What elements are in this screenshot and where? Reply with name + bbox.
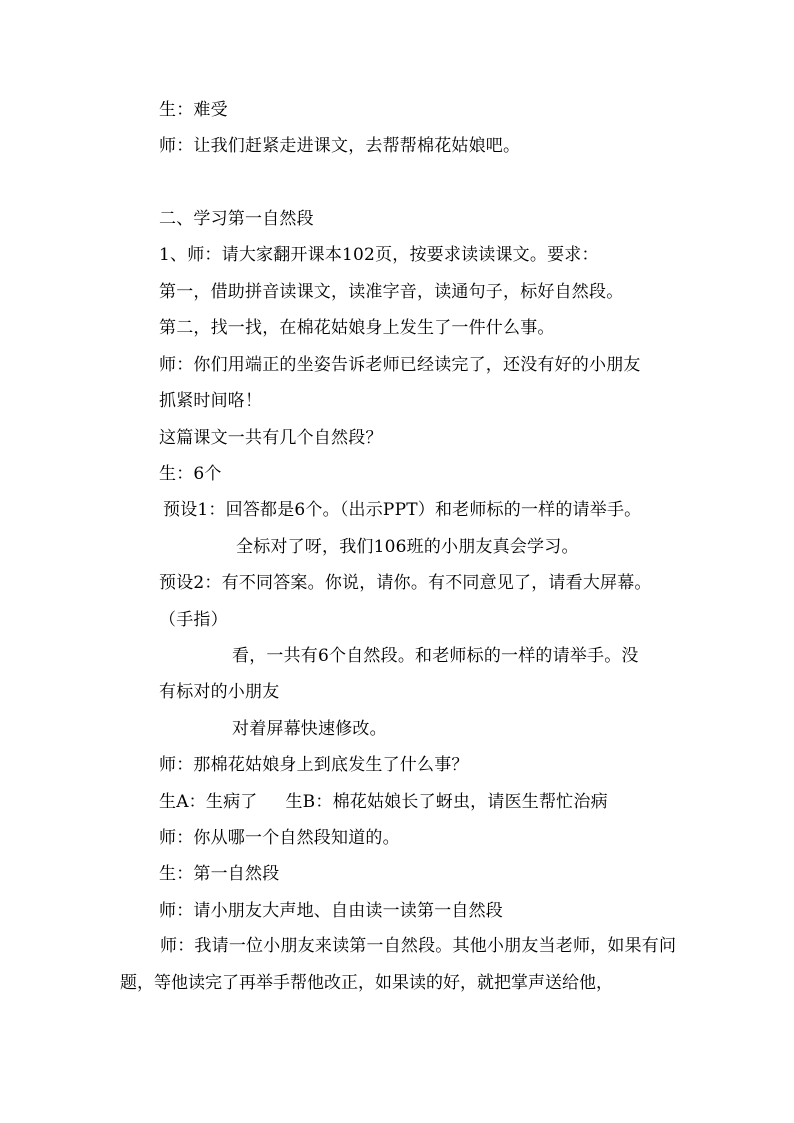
paragraph-teacher-invites-reader: 师：我请一位小朋友来读第一自然段。其他小朋友当老师，如果有问题，等他读完了再举手帮他改正，如果读的好，就把掌声送给他， — [120, 936, 676, 993]
line-six-paragraphs: 看，一共有6个自然段。和老师标的一样的请举手。没 — [232, 646, 639, 666]
line-requirement-two: 第二，找一找，在棉花姑娘身上发生了一件什么事。 — [159, 318, 555, 338]
line-what-happened: 师：那棉花姑娘身上到底发生了什么事？ — [159, 755, 469, 775]
line-hurry-up: 抓紧时间咯！ — [159, 391, 263, 411]
section-heading-paragraph-one: 二、学习第一自然段 — [159, 209, 314, 229]
line-student-answers — [159, 792, 608, 812]
line-all-correct: 全标对了呀，我们106班的小朋友真会学习。 — [236, 537, 579, 557]
line-teacher-enter-text: 师：让我们赶紧走进课文，去帮帮棉花姑娘吧。 — [159, 136, 521, 156]
line-open-textbook: 1、师：请大家翻开课本102页，按要求读读课文。要求： — [159, 245, 599, 265]
student-b-answer: 生B：棉花姑娘长了蚜虫，请医生帮忙治病 — [285, 792, 608, 812]
line-teacher-sitting-posture: 师：你们用端正的坐姿告诉老师已经读完了，还没有好的小朋友 — [159, 355, 641, 375]
line-requirement-one: 第一，借助拼音读课文，读准字音，读通句子，标好自然段。 — [159, 282, 624, 302]
line-scenario-two: 预设2：有不同答案。你说，请你。有不同意见了，请看大屏幕。 — [159, 573, 652, 593]
line-how-many-paragraphs: 这篇课文一共有几个自然段？ — [159, 428, 383, 448]
line-student-answer-uncomfortable: 生：难受 — [159, 100, 228, 120]
line-hand-gesture: （手指） — [159, 610, 228, 630]
line-modify-quickly: 对着屏幕快速修改。 — [232, 719, 387, 739]
line-scenario-one: 预设1：回答都是6个。（出示PPT）和老师标的一样的请举手。 — [163, 500, 642, 520]
student-a-answer: 生A：生病了 — [159, 792, 258, 812]
line-read-aloud: 师：请小朋友大声地、自由读一读第一自然段 — [159, 901, 503, 921]
line-which-paragraph: 师：你从哪一个自然段知道的。 — [159, 828, 400, 848]
line-student-first-paragraph: 生：第一自然段 — [159, 864, 280, 884]
line-student-six: 生：6个 — [159, 464, 222, 484]
line-not-marked-correctly: 有标对的小朋友 — [159, 682, 280, 702]
